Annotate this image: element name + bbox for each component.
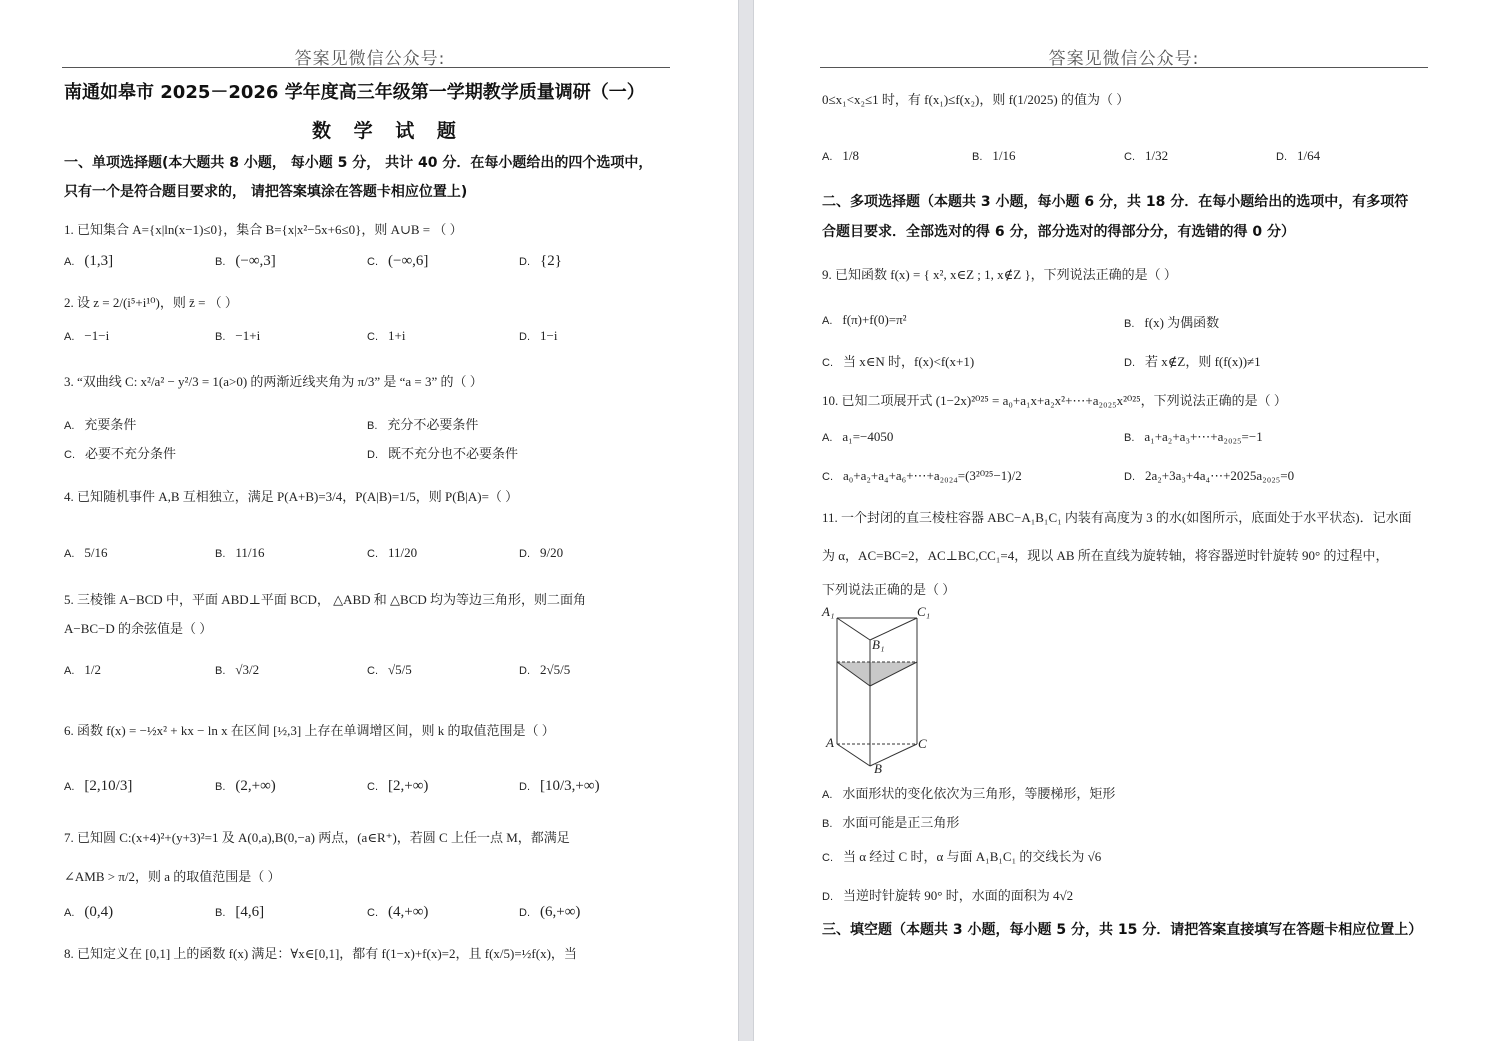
- question-11-stem-line3: 下列说法正确的是（ ）: [822, 582, 956, 597]
- header-divider: [62, 67, 670, 68]
- question-9-option-b[interactable]: B. f(x) 为偶函数: [1124, 315, 1220, 330]
- question-1-stem: 1. 已知集合 A={x|ln(x−1)≤0}，集合 B={x|x²−5x+6≤0}，则 A∪B = （ ）: [64, 222, 463, 237]
- figure-label-b: B: [874, 761, 882, 776]
- question-5-stem-line1: 5. 三棱锥 A−BCD 中，平面 ABD⊥平面 BCD， △ABD 和 △BCD 均为等边三角形，则二面角: [64, 592, 587, 607]
- section1-heading-line1: 一、单项选择题(本大题共 8 小题， 每小题 5 分， 共计 40 分．在每小题给出的四个选项中，: [64, 155, 653, 171]
- question-2-option-b[interactable]: B. −1+i: [215, 328, 261, 343]
- header-divider: [820, 67, 1428, 68]
- question-3-option-a[interactable]: A. 充要条件: [64, 417, 137, 432]
- question-5-option-a[interactable]: A. 1/2: [64, 662, 102, 677]
- question-3-option-d[interactable]: D. 既不充分也不必要条件: [367, 446, 519, 461]
- question-6-option-c[interactable]: C. [2,+∞): [367, 778, 429, 794]
- question-11-option-c[interactable]: C. 当 α 经过 C 时，α 与面 A₁B₁C₁ 的交线长为 √6: [822, 849, 1102, 864]
- question-11-option-a[interactable]: A. 水面形状的变化依次为三角形，等腰梯形，矩形: [822, 786, 1116, 801]
- question-10-option-a[interactable]: A. a₁=−4050: [822, 429, 894, 444]
- question-6-option-d[interactable]: D. [10/3,+∞): [519, 778, 600, 794]
- question-4-stem: 4. 已知随机事件 A,B 互相独立，满足 P(A+B)=3/4，P(A|B)=1/5，则 P(B̄|A)=（ ）: [64, 489, 519, 504]
- question-11-stem-line2: 为 α，AC=BC=2，AC⊥BC,CC₁=4，现以 AB 所在直线为旋转轴，将容器逆时针旋转 90° 的过程中，: [822, 548, 1389, 563]
- page-right: [755, 0, 1491, 1041]
- question-7-option-a[interactable]: A. (0,4): [64, 904, 114, 920]
- exam-subtitle: 数 学 试 题: [312, 120, 464, 142]
- question-5-option-b[interactable]: B. √3/2: [215, 662, 260, 677]
- triangular-prism-figure: [820, 600, 940, 780]
- question-11-option-b[interactable]: B. 水面可能是正三角形: [822, 815, 960, 830]
- question-5-option-d[interactable]: D. 2√5/5: [519, 662, 571, 677]
- figure-label-c1: C₁: [917, 604, 931, 619]
- question-6-option-b[interactable]: B. (2,+∞): [215, 778, 276, 794]
- page-left: [0, 0, 738, 1041]
- question-7-stem-line2: ∠AMB > π/2，则 a 的取值范围是（ ）: [64, 869, 281, 884]
- question-8-option-d[interactable]: D. 1/64: [1276, 148, 1321, 163]
- question-4-option-a[interactable]: A. 5/16: [64, 545, 108, 560]
- question-9-option-c[interactable]: C. 当 x∈N 时，f(x)<f(x+1): [822, 354, 975, 369]
- figure-label-a: A: [826, 735, 834, 750]
- question-6-option-a[interactable]: A. [2,10/3]: [64, 778, 133, 794]
- figure-label-b1: B₁: [872, 637, 885, 652]
- question-8-option-c[interactable]: C. 1/32: [1124, 148, 1169, 163]
- figure-label-a1: A₁: [822, 604, 835, 619]
- figure-label-c: C: [918, 736, 927, 751]
- question-3-option-b[interactable]: B. 充分不必要条件: [367, 417, 479, 432]
- question-8-stem-line2: 0≤x₁<x₂≤1 时，有 f(x₁)≤f(x₂)，则 f(1/2025) 的值为（ ）: [822, 92, 1130, 107]
- exam-title: 南通如皋市 2025－2026 学年度高三年级第一学期教学质量调研（一）: [64, 82, 645, 103]
- question-4-option-d[interactable]: D. 9/20: [519, 545, 564, 560]
- question-2-stem: 2. 设 z = 2/(i⁵+i¹⁰)，则 z̄ = （ ）: [64, 295, 238, 310]
- question-1-option-a[interactable]: A. (1,3]: [64, 253, 114, 269]
- section1-heading-line2: 只有一个是符合题目要求的， 请把答案填涂在答题卡相应位置上): [64, 184, 468, 200]
- page-header: 答案见微信公众号:: [294, 49, 446, 69]
- question-10-option-d[interactable]: D. 2a₂+3a₃+4a₄⋯+2025a₂₀₂₅=0: [1124, 468, 1295, 483]
- question-4-option-b[interactable]: B. 11/16: [215, 545, 265, 560]
- question-2-option-c[interactable]: C. 1+i: [367, 328, 406, 343]
- section2-heading-line1: 二、多项选择题（本题共 3 小题，每小题 6 分，共 18 分．在每小题给出的选项中，有多项符: [822, 194, 1409, 210]
- question-10-option-b[interactable]: B. a₁+a₂+a₃+⋯+a₂₀₂₅=−1: [1124, 429, 1263, 444]
- question-5-option-c[interactable]: C. √5/5: [367, 662, 412, 677]
- question-2-option-d[interactable]: D. 1−i: [519, 328, 558, 343]
- question-1-option-c[interactable]: C. (−∞,6]: [367, 253, 429, 269]
- question-3-stem: 3. “双曲线 C: x²/a² − y²/3 = 1(a>0) 的两渐近线夹角为 π/3” 是 “a = 3” 的（ ）: [64, 374, 483, 389]
- question-10-stem: 10. 已知二项展开式 (1−2x)²⁰²⁵ = a₀+a₁x+a₂x²+⋯+a₂₀₂₅x²⁰²⁵，下列说法正确的是（ ）: [822, 393, 1287, 408]
- question-1-option-d[interactable]: D. {2}: [519, 253, 562, 269]
- question-7-option-d[interactable]: D. (6,+∞): [519, 904, 581, 920]
- question-9-option-d[interactable]: D. 若 x∉Z，则 f(f(x))≠1: [1124, 354, 1261, 369]
- question-7-stem-line1: 7. 已知圆 C:(x+4)²+(y+3)²=1 及 A(0,a),B(0,−a) 两点，(a∈R⁺)，若圆 C 上任一点 M，都满足: [64, 830, 570, 845]
- question-6-stem: 6. 函数 f(x) = −½x² + kx − ln x 在区间 [½,3] 上存在单调增区间，则 k 的取值范围是（ ）: [64, 723, 555, 738]
- page-header: 答案见微信公众号:: [1048, 49, 1200, 69]
- question-8-option-a[interactable]: A. 1/8: [822, 148, 860, 163]
- question-10-option-c[interactable]: C. a₀+a₂+a₄+a₆+⋯+a₂₀₂₄=(3²⁰²⁵−1)/2: [822, 468, 1022, 483]
- question-9-option-a[interactable]: A. f(π)+f(0)=π²: [822, 312, 907, 327]
- question-4-option-c[interactable]: C. 11/20: [367, 545, 418, 560]
- question-2-option-a[interactable]: A. −1−i: [64, 328, 110, 343]
- question-7-option-b[interactable]: B. [4,6]: [215, 904, 265, 920]
- section2-heading-line2: 合题目要求．全部选对的得 6 分，部分选对的得部分分，有选错的得 0 分）: [822, 224, 1295, 240]
- question-9-stem: 9. 已知函数 f(x) = { x², x∈Z ; 1, x∉Z }，下列说法正确的是（ ）: [822, 267, 1177, 282]
- question-8-option-b[interactable]: B. 1/16: [972, 148, 1016, 163]
- question-1-option-b[interactable]: B. (−∞,3]: [215, 253, 276, 269]
- question-7-option-c[interactable]: C. (4,+∞): [367, 904, 429, 920]
- question-11-option-d[interactable]: D. 当逆时针旋转 90° 时，水面的面积为 4√2: [822, 888, 1074, 903]
- question-11-stem-line1: 11. 一个封闭的直三棱柱容器 ABC−A₁B₁C₁ 内装有高度为 3 的水(如图所示，底面处于水平状态)．记水面: [822, 510, 1412, 525]
- page-gutter: [738, 0, 754, 1041]
- question-8-stem-line1: 8. 已知定义在 [0,1] 上的函数 f(x) 满足：∀x∈[0,1]，都有 f(1−x)+f(x)=2，且 f(x/5)=½f(x)，当: [64, 946, 577, 961]
- question-3-option-c[interactable]: C. 必要不充分条件: [64, 446, 177, 461]
- section3-heading: 三、填空题（本题共 3 小题，每小题 5 分，共 15 分．请把答案直接填写在答题卡相应位置上）: [822, 922, 1423, 938]
- question-5-stem-line2: A−BC−D 的余弦值是（ ）: [64, 621, 213, 636]
